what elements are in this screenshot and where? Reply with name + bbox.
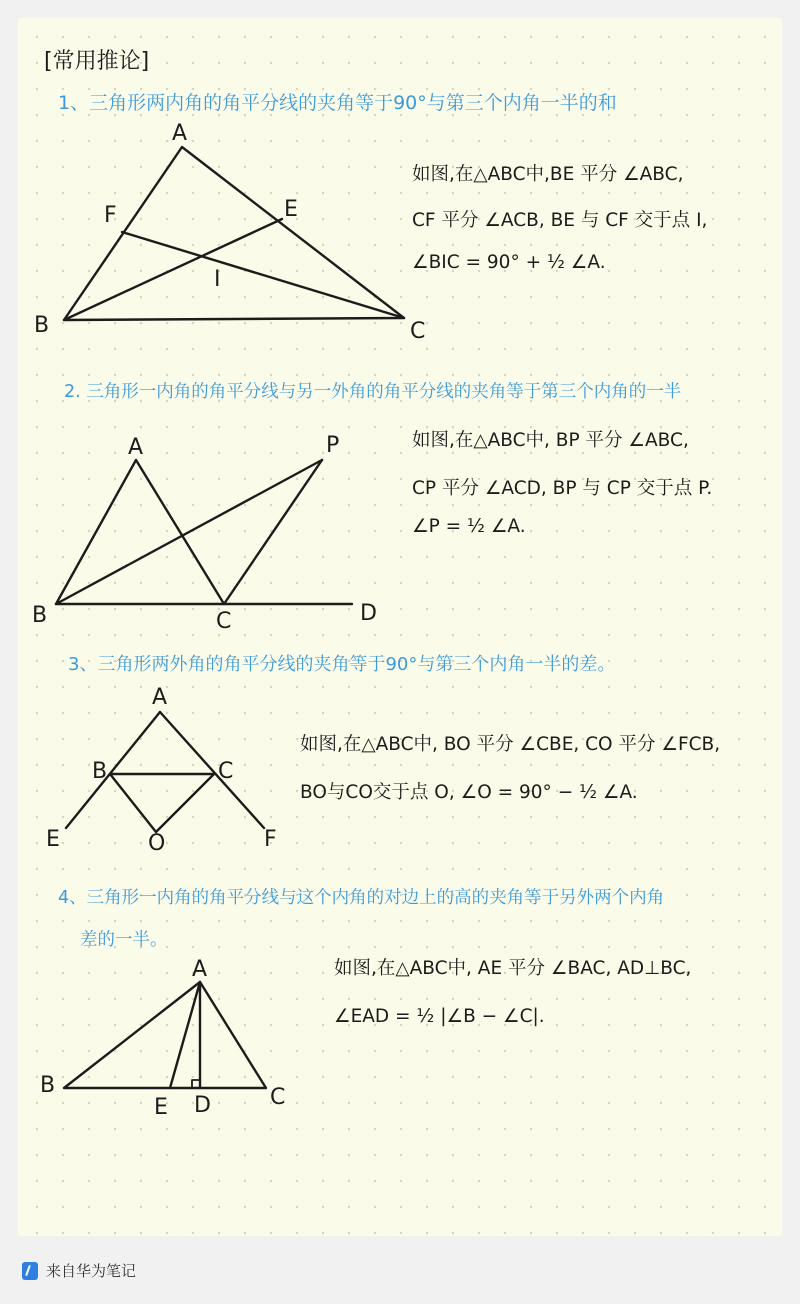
section-3-title: 3、三角形两外角的角平分线的夹角等于90°与第三个内角一半的差。 — [68, 654, 616, 675]
section-2-line-2: CP 平分 ∠ACD, BP 与 CP 交于点 P. — [412, 478, 713, 499]
footer — [22, 1260, 136, 1281]
section-4-line-1: 如图,在△ABC中, AE 平分 ∠BAC, AD⊥BC, — [334, 958, 692, 979]
section-2-title: 2. 三角形一内角的角平分线与另一外角的角平分线的夹角等于第三个内角的一半 — [64, 382, 682, 402]
section-1-line-3: ∠BIC = 90° + ½ ∠A. — [412, 252, 606, 273]
section-4-title: 4、三角形一内角的角平分线与这个内角的对边上的高的夹角等于另外两个内角 — [58, 888, 665, 908]
label-c-1: C — [410, 319, 426, 344]
triangle-abc-4 — [64, 982, 266, 1088]
section-3-line-1: 如图,在△ABC中, BO 平分 ∠CBE, CO 平分 ∠FCB, — [300, 734, 721, 755]
label-o-3: O — [148, 831, 166, 856]
section-2-line-3: ∠P = ½ ∠A. — [412, 516, 526, 537]
section-3-line-2: BO与CO交于点 O, ∠O = 90° − ½ ∠A. — [300, 782, 638, 803]
section-1-line-2: CF 平分 ∠ACB, BE 与 CF 交于点 I, — [412, 210, 708, 231]
label-a-4: A — [192, 957, 208, 982]
label-b-1: B — [34, 313, 50, 338]
label-b-4: B — [40, 1073, 56, 1098]
label-e-1: E — [284, 197, 298, 222]
section-4-title-cont: 差的一半。 — [80, 930, 168, 950]
label-p-2: P — [326, 433, 340, 458]
label-d-4: D — [194, 1093, 211, 1118]
label-b-3: B — [92, 759, 108, 784]
label-a-1: A — [172, 121, 188, 146]
bisector-ae — [170, 982, 200, 1088]
footer-source-text: 来自华为笔记 — [46, 1262, 137, 1280]
label-i-1: I — [214, 267, 221, 292]
pen-note-icon — [22, 1262, 38, 1280]
section-1-line-1: 如图,在△ABC中,BE 平分 ∠ABC, — [412, 164, 684, 185]
label-c-4: C — [270, 1085, 286, 1110]
label-e-3: E — [46, 827, 60, 852]
label-a-2: A — [128, 435, 144, 460]
label-a-3: A — [152, 685, 168, 710]
label-c-2: C — [216, 609, 232, 634]
label-e-4: E — [154, 1095, 168, 1120]
label-f-3: F — [264, 827, 277, 852]
section-4-line-2: ∠EAD = ½ |∠B − ∠C|. — [334, 1006, 545, 1027]
label-d-2: D — [360, 601, 377, 626]
section-2-line-1: 如图,在△ABC中, BP 平分 ∠ABC, — [412, 430, 689, 451]
label-f-1: F — [104, 203, 117, 228]
section-1-title: 1、三角形两内角的角平分线的夹角等于90°与第三个内角一半的和 — [58, 92, 617, 114]
label-b-2: B — [32, 603, 48, 628]
page-heading: [常用推论] — [44, 49, 150, 74]
label-c-3: C — [218, 759, 234, 784]
